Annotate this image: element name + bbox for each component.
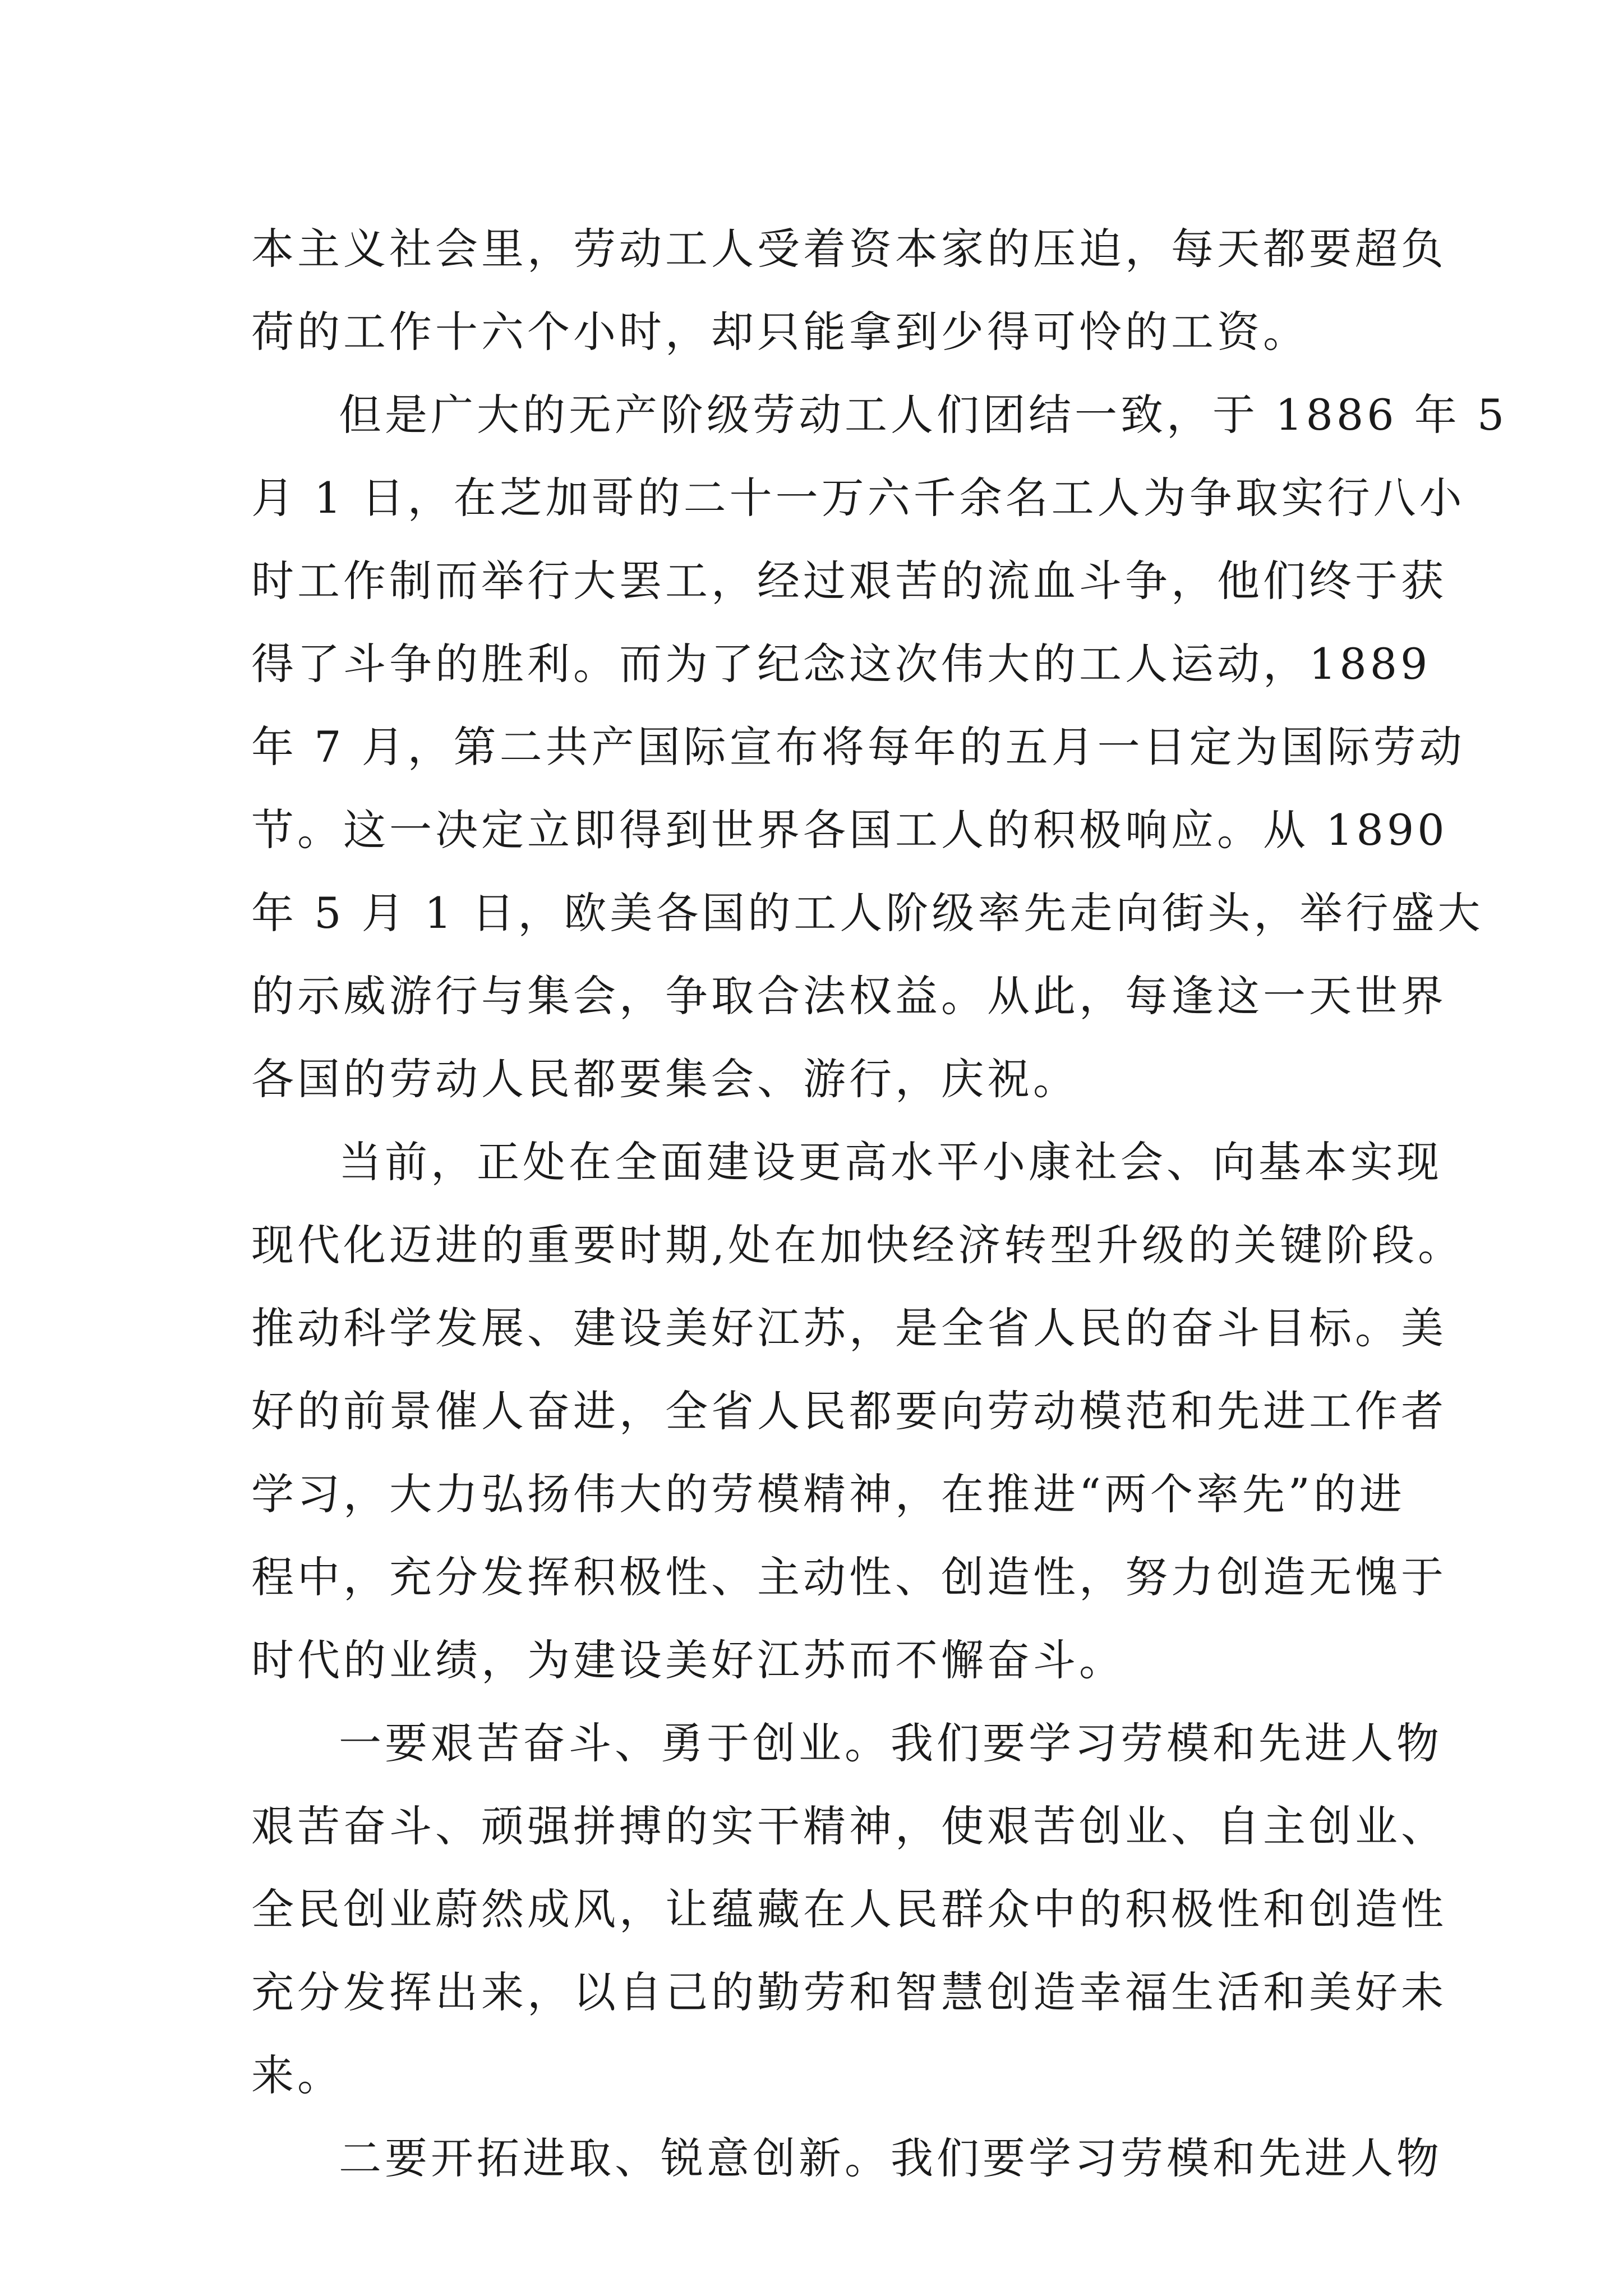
- text-line: 艰苦奋斗、顽强拼搏的实干精神，使艰苦创业、自主创业、: [251, 1801, 1447, 1851]
- text-line: 荷的工作十六个小时，却只能拿到少得可怜的工资。: [251, 307, 1309, 357]
- paragraph-first-line: 但是广大的无产阶级劳动工人们团结一致，于 1886 年 5: [339, 390, 1508, 440]
- text-line: 月 1 日，在芝加哥的二十一万六千余名工人为争取实行八小: [251, 473, 1465, 523]
- text-line: 来。: [251, 2050, 343, 2100]
- text-line: 推动科学发展、建设美好江苏，是全省人民的奋斗目标。美: [251, 1303, 1447, 1353]
- text-line: 本主义社会里，劳动工人受着资本家的压迫，每天都要超负: [251, 224, 1447, 274]
- text-line: 得了斗争的胜利。而为了纪念这次伟大的工人运动，1889: [251, 639, 1431, 689]
- paragraph-first-line: 一要艰苦奋斗、勇于创业。我们要学习劳模和先进人物: [339, 1718, 1442, 1768]
- text-line: 现代化迈进的重要时期,处在加快经济转型升级的关键阶段。: [251, 1220, 1464, 1270]
- text-line: 程中，充分发挥积极性、主动性、创造性，努力创造无愧于: [251, 1552, 1447, 1602]
- text-line: 充分发挥出来，以自己的勤劳和智慧创造幸福生活和美好未: [251, 1967, 1447, 2017]
- text-line: 好的前景催人奋进，全省人民都要向劳动模范和先进工作者: [251, 1386, 1447, 1436]
- paragraph-first-line: 当前，正处在全面建设更高水平小康社会、向基本实现: [339, 1137, 1442, 1187]
- text-line: 节。这一决定立即得到世界各国工人的积极响应。从 1890: [251, 805, 1448, 855]
- text-line: 学习，大力弘扬伟大的劳模精神，在推进“两个率先”的进: [251, 1469, 1405, 1519]
- text-line: 时代的业绩，为建设美好江苏而不懈奋斗。: [251, 1635, 1125, 1685]
- document-body: [251, 208, 1508, 2200]
- text-line: 年 7 月，第二共产国际宣布将每年的五月一日定为国际劳动: [251, 722, 1465, 772]
- paragraph-first-line: 二要开拓进取、锐意创新。我们要学习劳模和先进人物: [339, 2133, 1442, 2183]
- text-line: 全民创业蔚然成风，让蕴藏在人民群众中的积极性和创造性: [251, 1884, 1447, 1934]
- text-line: 时工作制而举行大罢工，经过艰苦的流血斗争，他们终于获: [251, 556, 1447, 606]
- text-line: 年 5 月 1 日，欧美各国的工人阶级率先走向街头，举行盛大: [251, 888, 1484, 938]
- text-line: 的示威游行与集会，争取合法权益。从此，每逢这一天世界: [251, 971, 1447, 1021]
- text-line: 各国的劳动人民都要集会、游行，庆祝。: [251, 1054, 1079, 1104]
